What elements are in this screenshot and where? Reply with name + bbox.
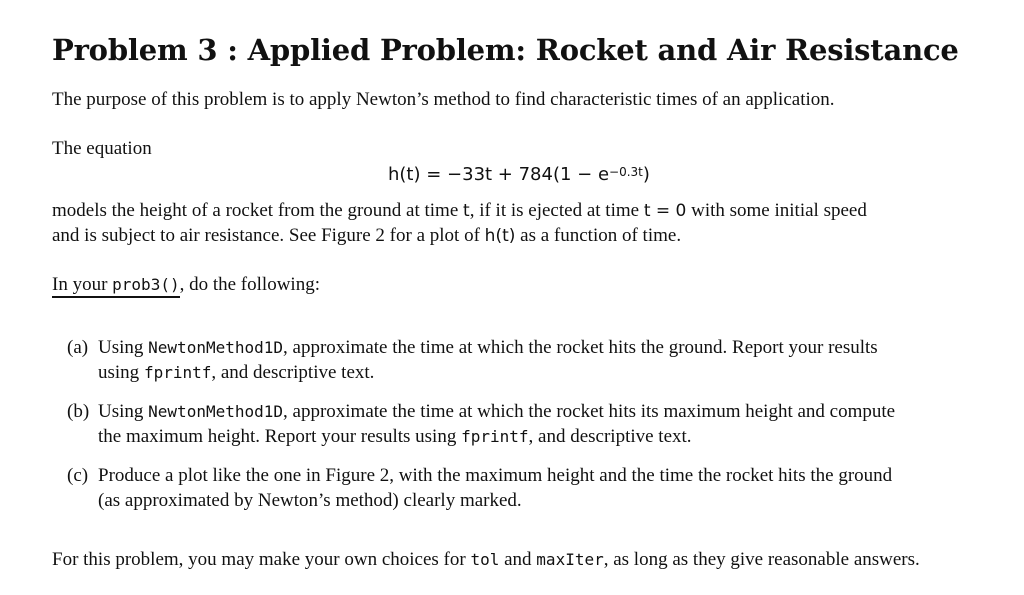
item-label: (b) — [67, 401, 90, 422]
list-item — [67, 335, 972, 385]
item-text: using — [98, 362, 144, 383]
item-text: , approximate the time at which the rocket hits its maximum height and compute — [283, 401, 896, 422]
height-equation — [388, 164, 650, 187]
item-text: , approximate the time at which the rocket hits the ground. Report your results — [283, 337, 878, 358]
model-line-1 — [52, 200, 867, 222]
code-ref: NewtonMethod1D — [148, 338, 284, 357]
problem-title: Problem 3 : Applied Problem: Rocket and Air Resistance — [52, 33, 959, 67]
item-text: Using — [98, 401, 149, 422]
code-ref: fprintf — [461, 427, 529, 446]
code-ref: fprintf — [143, 363, 212, 382]
code-ref: maxIter — [536, 550, 604, 569]
model-text: , if it is ejected at time — [469, 200, 644, 221]
model-text: and is subject to air resistance. See Figure 2 for a plot of — [52, 225, 485, 246]
equation-intro: The equation — [52, 138, 152, 159]
instruction-underlined — [52, 274, 180, 298]
item-text: the maximum height. Report your results using — [98, 426, 462, 447]
item-text: , and descriptive text. — [211, 362, 375, 383]
item-text: Produce a plot like the one in Figure 2, with the maximum height and the time the rocket hits the ground — [98, 465, 893, 486]
instruction-prefix: In your — [52, 274, 113, 295]
item-text: , and descriptive text. — [528, 426, 692, 447]
item-body — [98, 335, 972, 385]
model-text: as a function of time. — [515, 225, 682, 246]
var-t-zero: t = 0 — [643, 201, 687, 221]
list-item — [67, 399, 972, 449]
item-text: Using — [98, 337, 149, 358]
equation-exponent: −0.3t — [609, 165, 643, 179]
item-text: (as approximated by Newton’s method) clearly marked. — [98, 490, 522, 511]
var-h-of-t: h(t) — [484, 226, 516, 246]
function-name: prob3() — [112, 275, 180, 294]
footer-text: , as long as they give reasonable answers. — [603, 549, 920, 570]
list-item — [67, 463, 972, 513]
instruction-line — [52, 274, 320, 296]
item-label: (c) — [67, 465, 89, 486]
item-label: (a) — [67, 337, 89, 358]
footer-paragraph — [52, 549, 920, 571]
purpose-paragraph: The purpose of this problem is to apply Newton’s method to find characteristic times of an application. — [52, 89, 835, 110]
model-text: models the height of a rocket from the ground at time — [52, 200, 464, 221]
item-body — [98, 463, 972, 513]
footer-text: and — [499, 549, 537, 570]
model-line-2 — [52, 225, 681, 247]
code-ref: NewtonMethod1D — [148, 402, 284, 421]
var-t: t — [463, 201, 470, 221]
instruction-suffix: , do the following: — [179, 274, 320, 295]
code-ref: tol — [470, 550, 500, 569]
equation-main: h(t) = −33t + 784(1 − e — [388, 164, 610, 185]
equation-close: ) — [642, 164, 650, 185]
item-body — [98, 399, 972, 449]
footer-text: For this problem, you may make your own choices for — [52, 549, 471, 570]
model-text: with some initial speed — [686, 200, 867, 221]
